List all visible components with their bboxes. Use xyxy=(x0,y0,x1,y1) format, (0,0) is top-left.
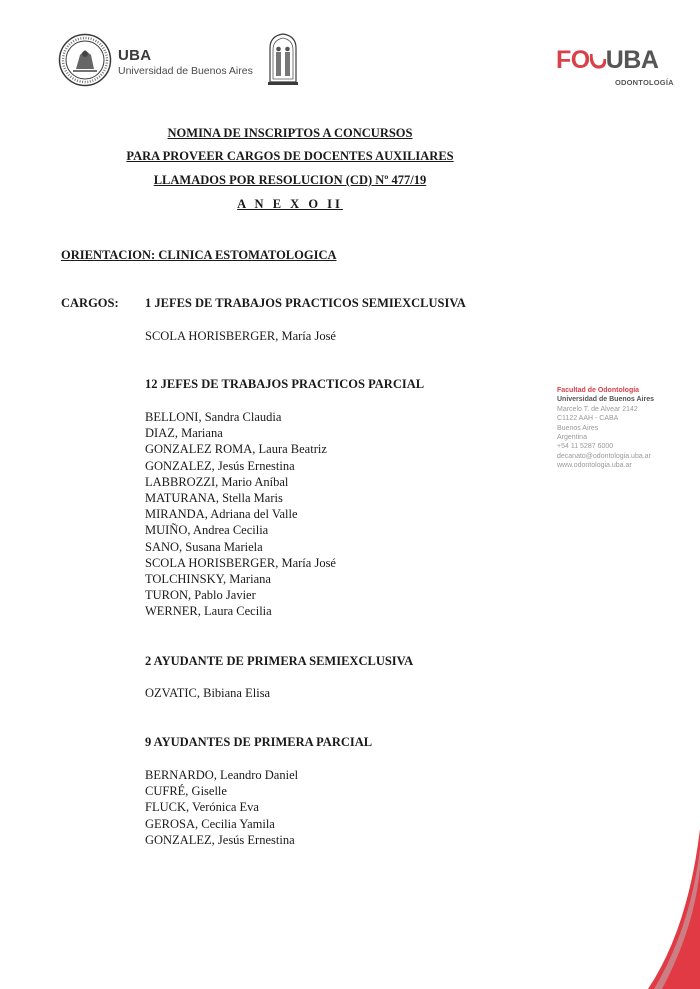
fo-logo-swoosh-icon xyxy=(590,50,606,70)
orientation-heading: ORIENTACION: CLINICA ESTOMATOLOGICA xyxy=(61,248,337,262)
title-line-3: LLAMADOS POR RESOLUCION (CD) Nº 477/19 xyxy=(153,173,427,187)
list-item: LABBROZZI, Mario Aníbal xyxy=(145,474,289,489)
list-item: GONZALEZ, Jesús Ernestina xyxy=(145,832,295,847)
faculty-name: Facultad de Odontología xyxy=(557,387,640,394)
name-list xyxy=(145,767,298,848)
list-item: TOLCHINSKY, Mariana xyxy=(145,571,271,586)
annex-title: A N E X O II xyxy=(237,197,343,211)
list-item: MUIÑO, Andrea Cecilia xyxy=(145,523,269,538)
email-line: decanato@odontologia.uba.ar xyxy=(557,452,651,460)
uba-abbrev: UBA xyxy=(118,47,152,64)
decorative-corner-swoosh xyxy=(640,829,700,989)
list-item: CUFRÉ, Giselle xyxy=(145,784,227,799)
fo-logo-subtitle: ODONTOLOGÍA xyxy=(615,78,674,87)
title-line-2: PARA PROVEER CARGOS DE DOCENTES AUXILIARES xyxy=(126,149,454,163)
fo-logo-part1: FO xyxy=(556,46,590,74)
list-item: GONZALEZ ROMA, Laura Beatriz xyxy=(145,442,327,457)
title-line-1: NOMINA DE INSCRIPTOS A CONCURSOS xyxy=(167,126,413,140)
faculty-crest-logo xyxy=(266,32,300,86)
uba-full-name: Universidad de Buenos Aires xyxy=(118,65,253,77)
list-item: SCOLA HORISBERGER, María José xyxy=(145,329,336,343)
list-item: GEROSA, Cecilia Yamila xyxy=(145,816,275,831)
list-item: BERNARDO, Leandro Daniel xyxy=(145,768,299,782)
section-heading: 2 AYUDANTE DE PRIMERA SEMIEXCLUSIVA xyxy=(145,654,414,668)
list-item: SANO, Susana Mariela xyxy=(145,539,263,554)
list-item: WERNER, Laura Cecilia xyxy=(145,604,272,619)
phone-line: +54 11 5287 6000 xyxy=(557,443,614,451)
list-item: SCOLA HORISBERGER, María José xyxy=(145,555,336,570)
section-heading: 1 JEFES DE TRABAJOS PRACTICOS SEMIEXCLUSIVA xyxy=(145,296,466,310)
fo-logo-part2: UBA xyxy=(605,46,659,74)
address-line: Marcelo T. de Alvear 2142 xyxy=(557,405,638,413)
list-item: FLUCK, Verónica Eva xyxy=(145,800,259,815)
section-heading: 12 JEFES DE TRABAJOS PRACTICOS PARCIAL xyxy=(145,377,425,391)
section-heading: 9 AYUDANTES DE PRIMERA PARCIAL xyxy=(145,735,373,749)
faculty-contact-block xyxy=(557,386,654,471)
list-item: MATURANA, Stella Maris xyxy=(145,490,283,505)
university-name: Universidad de Buenos Aires xyxy=(557,396,654,404)
address-line: C1122 AAH - CABA xyxy=(557,415,619,423)
list-item: TURON, Pablo Javier xyxy=(145,588,256,603)
list-item: OZVATIC, Bibiana Elisa xyxy=(145,686,271,700)
address-line: Argentina xyxy=(557,434,587,442)
cargos-label: CARGOS: xyxy=(61,296,119,310)
list-item: GONZALEZ, Jesús Ernestina xyxy=(145,458,295,473)
website-line: www.odontologia.uba.ar xyxy=(557,462,632,470)
name-list xyxy=(145,685,270,701)
list-item: BELLONI, Sandra Claudia xyxy=(145,410,282,424)
uba-seal-logo xyxy=(58,33,112,87)
fo-uba-logo xyxy=(556,46,658,74)
address-line: Buenos Aires xyxy=(557,424,599,432)
name-list xyxy=(145,409,336,619)
name-list xyxy=(145,328,336,344)
list-item: DIAZ, Mariana xyxy=(145,426,223,441)
list-item: MIRANDA, Adriana del Valle xyxy=(145,507,298,522)
